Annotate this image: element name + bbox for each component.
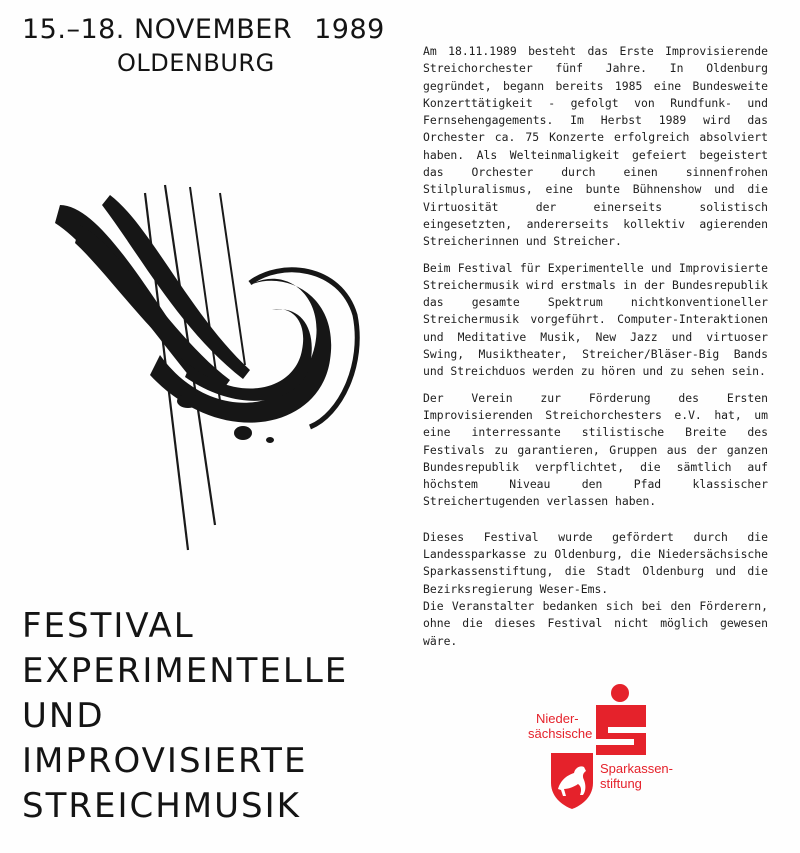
body-text-column [423,43,768,659]
title-line: FESTIVAL [22,606,195,646]
body-paragraph: Am 18.11.1989 besteht das Erste Improvisierende Streichorchester fünf Jahre. In Oldenburg gegründet, begann bereits 1985 eine Bundesweite Konzerttätigkeit - gefolgt von Rundfunk- und Fernsehengagements. Im Herbst 1989 wird das Orchester ca. 75 Konzerte erfolgreich absolviert haben. Als Welteinmaligkeit gefeiert begeistert das Orchester durch einen sinnenfrohen Stilpluralismus, eine bunte Bühnenshow und die Virtuosität der einerseits solistisch eingesetzten, andererseits kollektiv agierenden Streicherinnen und Streicher. [423,44,768,249]
logo-text-line: Nieder- [536,711,579,726]
ink-drop [266,437,274,443]
festival-dates [22,14,385,45]
string-line [220,193,245,365]
logo-text-line: sächsische [528,726,593,741]
ink-drop [177,394,199,408]
sparkasse-logo-icon [528,683,698,815]
dates-text: 15.–18. NOVEMBER [22,14,293,45]
logo-text-line: Sparkassen- [600,761,673,776]
sparkasse-stiftung-logo [528,683,698,815]
body-paragraph: Die Veranstalter bedanken sich bei den Förderern, ohne die dieses Festival nicht möglich gewesen wäre. [423,598,768,648]
title-line: STREICHMUSIK [22,786,301,826]
body-paragraph: Der Verein zur Förderung des Ersten Improvisierenden Streichorchesters e.V. hat, um eine interressante stilistische Breite des Festivals zu garantieren, Gruppen aus der ganzen Bundesrepublik verpflichtet, die sämtlich auf höchstem Niveau den Pfad klassischer Streichertugenden verlassen haben. [423,390,768,509]
title-line: UND [22,696,105,736]
logo-text-line: stiftung [600,776,642,791]
ink-drop [234,426,252,440]
year-text: 1989 [314,14,385,45]
brush-artwork-image [40,165,380,560]
body-paragraph: Dieses Festival wurde gefördert durch die Landessparkasse zu Oldenburg, die Niedersächsische Sparkassenstiftung, die Stadt Oldenburg und die Bezirksregierung Weser-Ems. [423,529,768,596]
title-line: IMPROVISIERTE [22,741,308,781]
city-text: OLDENBURG [117,49,275,77]
body-paragraph: Beim Festival für Experimentelle und Improvisierte Streichermusik wird erstmals in der Bundesrepublik das gesamte Spektrum nichtkonventioneller Streichermusik vorgeführt. Computer-Interaktionen und Meditative Musik, New Jazz und virtuoser Swing, Musiktheater, Streicher/Bläser-Big Bands und Streichduos werden zu hören und zu sehen sein. [423,260,768,379]
festival-title [22,604,367,829]
title-line: EXPERIMENTELLE [22,651,349,691]
